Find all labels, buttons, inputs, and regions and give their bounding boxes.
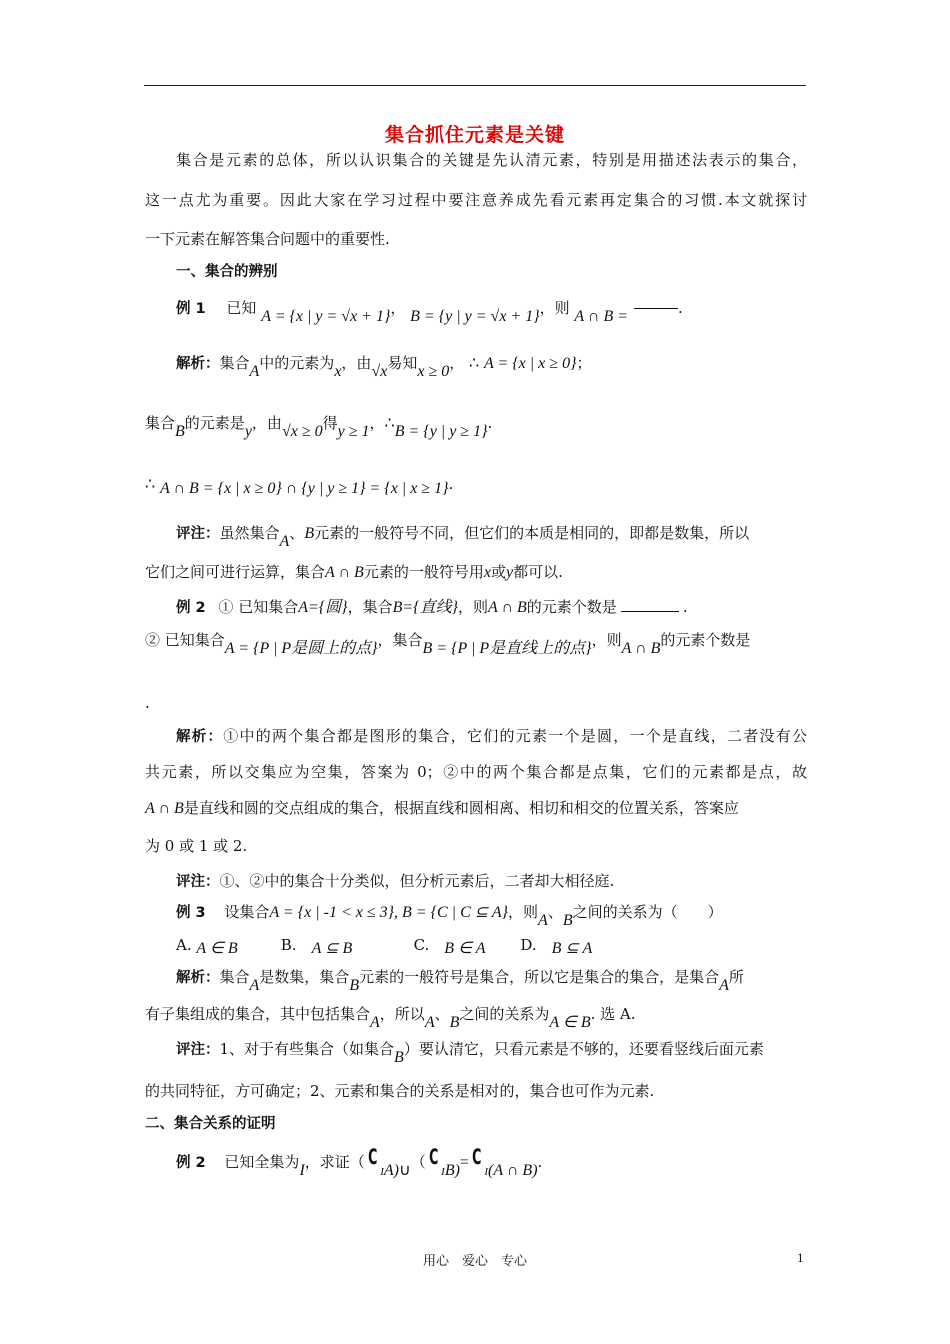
math: A ∈ B <box>196 940 238 957</box>
text: ， <box>449 354 465 372</box>
text: 易知 <box>387 354 418 372</box>
text: 1、对于有些集合（如集合 <box>219 1040 395 1058</box>
math: A <box>538 912 548 929</box>
math: A={圆} <box>298 599 348 616</box>
math: A <box>279 533 290 550</box>
text: ，则 <box>591 631 622 649</box>
text: 元素的一般符号用 <box>363 563 484 581</box>
analysis-label: 解析： <box>176 729 224 745</box>
math: y <box>244 423 252 440</box>
set-b: B = {y | y = √x + 1} <box>410 308 540 325</box>
math: = <box>459 1154 469 1171</box>
text: ，则 <box>539 299 570 317</box>
example-3-options <box>176 935 838 956</box>
math: A ∩ B <box>325 564 364 581</box>
text: ① 已知集合 <box>218 598 299 616</box>
math: A <box>249 977 260 994</box>
analysis-3-line-2 <box>145 1004 807 1031</box>
math: B <box>394 1049 404 1066</box>
text: ，由 <box>341 354 372 372</box>
intersection-expr: A ∩ B = <box>574 308 629 325</box>
therefore-symbol: ∴ <box>384 415 395 432</box>
example-label: 例 2 <box>176 600 206 616</box>
example-2-part-2 <box>145 630 807 657</box>
text: ，所以 <box>379 1005 425 1023</box>
text: （ <box>410 1153 426 1171</box>
text: 有子集组成的集合，其中包括集合 <box>145 1005 371 1023</box>
text: 设集合 <box>224 903 270 921</box>
text: ，则 <box>508 903 539 921</box>
math: I <box>484 1166 489 1178</box>
text: ）要认清它，只看元素是不够的，还要看竖线后面元素 <box>403 1040 764 1058</box>
text: 它们之间可进行运算，集合 <box>145 563 326 581</box>
text: ，求证（ <box>304 1153 365 1171</box>
text: ，则 <box>457 598 488 616</box>
answer-blank <box>634 308 678 309</box>
example-proof <box>176 1145 838 1179</box>
intro-line-2: 这一点尤为重要。因此大家在学习过程中要注意养成先看元素再定集合的习惯.本文就探讨 <box>145 191 807 209</box>
analysis-1-line-1 <box>176 353 838 380</box>
math: A ∩ B <box>145 800 184 817</box>
math: B ∈ A <box>444 940 486 957</box>
text: ， <box>390 299 406 317</box>
text: 是直线和圆的交点组成的集合，根据直线和圆相离、相切和相交的位置关系，答案应 <box>183 799 739 817</box>
math: B) <box>444 1162 460 1179</box>
math: A ∩ B = {x | x ≥ 0} ∩ {y | y ≥ 1} = {x | x ≥ 1} <box>159 480 449 497</box>
text: ，集合 <box>347 598 393 616</box>
math: A = {P | P是圆上的点} <box>224 640 378 657</box>
text: 之间的关系为 <box>459 1005 550 1023</box>
text: 虽然集合 <box>219 524 280 542</box>
text: 元素的一般符号是集合，所以它是集合的集合，是集合 <box>359 968 720 986</box>
math: B <box>175 423 185 440</box>
analysis-3-line-1 <box>176 967 838 994</box>
text: 已知 <box>226 299 257 317</box>
math: B <box>562 912 573 929</box>
analysis-2-line-1 <box>145 726 807 747</box>
text: ； <box>576 354 592 372</box>
text: 的元素个数是 <box>526 598 617 616</box>
text: 集合 <box>219 968 250 986</box>
text: 、 <box>289 524 305 542</box>
therefore-symbol: ∴ <box>145 476 156 493</box>
complement-symbol: C <box>472 1145 482 1169</box>
note-1-line-1 <box>176 523 838 550</box>
option-letter: C. <box>413 936 430 954</box>
note-3-line-2: 的共同特征，方可确定；2、元素和集合的关系是相对的，集合也可作为元素. <box>145 1082 655 1100</box>
math: A = {x | x ≥ 0} <box>484 355 577 372</box>
math: A <box>249 363 260 380</box>
text: . <box>682 598 688 616</box>
math: B <box>449 1014 460 1031</box>
note-label: 评注： <box>176 1042 220 1058</box>
text: 集合 <box>145 414 176 432</box>
option-letter: B. <box>280 936 297 954</box>
text: 或 <box>490 563 506 581</box>
math: A) <box>383 1162 399 1179</box>
math: A <box>424 1014 435 1031</box>
text: 集合 <box>219 354 250 372</box>
text: . <box>487 414 493 432</box>
math: B = {P | P是直线上的点} <box>422 640 592 657</box>
section-1-heading: 一、集合的辨别 <box>176 264 278 280</box>
complement-symbol: C <box>428 1145 439 1169</box>
example-label: 例 3 <box>176 905 206 921</box>
answer-blank <box>621 611 679 612</box>
note-1-line-2 <box>145 562 807 583</box>
example-3 <box>176 902 838 929</box>
page-title: 集合抓住元素是关键 <box>384 124 565 146</box>
math: x ≥ 0 <box>417 363 450 380</box>
math: B <box>304 525 315 542</box>
text: 是数集，集合 <box>259 968 350 986</box>
text: 之间的关系为（ ） <box>572 903 723 921</box>
example-label: 例 2 <box>176 1155 206 1171</box>
option-letter: A. <box>176 936 192 954</box>
math: A <box>370 1014 380 1031</box>
text: 都可以. <box>513 563 563 581</box>
example-1 <box>176 298 838 325</box>
set-a: A = {x | y = √x + 1} <box>261 308 391 325</box>
option-c[interactable] <box>414 935 516 956</box>
math: A ⊆ B <box>311 940 353 957</box>
text: 中的元素为 <box>259 354 335 372</box>
math: (A ∩ B) <box>488 1162 538 1179</box>
header-rule <box>144 85 806 86</box>
text: 得 <box>322 414 338 432</box>
page-number: 1 <box>797 1250 804 1265</box>
text: 的元素是 <box>184 414 245 432</box>
math: B = {y | y ≥ 1} <box>394 423 488 440</box>
note-3-line-1 <box>176 1039 838 1066</box>
math: y ≥ 1 <box>337 423 370 440</box>
math: B={直线} <box>392 599 458 616</box>
option-letter: D. <box>520 936 537 954</box>
therefore-symbol: ∴ <box>469 355 480 372</box>
text: ①、②中的集合十分类似，但分析元素后，二者却大相径庭. <box>219 872 615 890</box>
text: ①中的两个集合都是图形的集合，它们的元素一个是圆，一个是直线，二者没有公 <box>223 727 807 745</box>
note-label: 评注： <box>176 526 220 542</box>
math: A ∩ B <box>621 640 661 657</box>
analysis-label: 解析： <box>176 356 220 372</box>
text: . <box>537 1153 543 1171</box>
text: 、 <box>434 1005 450 1023</box>
math: I <box>380 1166 384 1178</box>
text: ， <box>369 414 385 432</box>
text: ② 已知集合 <box>145 631 225 649</box>
option-d[interactable] <box>520 935 620 956</box>
math: y <box>505 564 514 581</box>
text: 所 <box>728 968 744 986</box>
math: I <box>299 1162 305 1179</box>
math: A <box>719 977 729 994</box>
analysis-2-line-3 <box>145 798 807 819</box>
analysis-2-line-4: 为 0 或 1 或 2. <box>145 837 248 855</box>
text: . <box>678 299 683 317</box>
intro-line-3: 一下元素在解答集合问题中的重要性. <box>145 230 390 248</box>
note-2 <box>176 871 838 892</box>
math: B ⊆ A <box>551 940 593 957</box>
example-label: 例 1 <box>176 301 206 317</box>
note-label: 评注： <box>176 874 220 890</box>
math: √x <box>371 363 388 380</box>
text: 、 <box>547 903 563 921</box>
math: √x ≥ 0 <box>281 423 323 440</box>
math: x <box>483 564 491 581</box>
math: A = {x | -1 < x ≤ 3}, B = {C | C ⊆ A} <box>269 904 509 921</box>
text: 的元素个数是 <box>660 631 751 649</box>
complement-symbol: C <box>367 1145 378 1169</box>
math: ∪ <box>398 1162 411 1179</box>
text: 元素的一般符号不同，但它们的本质是相同的，即都是数集，所以 <box>314 524 750 542</box>
math: A ∩ B <box>487 599 527 616</box>
math: x <box>334 363 342 380</box>
text: ，集合 <box>377 631 423 649</box>
analysis-1-line-3 <box>145 474 807 495</box>
example-2-dot: . <box>145 694 150 712</box>
option-a[interactable] <box>176 935 276 956</box>
math: I <box>441 1166 445 1178</box>
analysis-label: 解析： <box>176 970 220 986</box>
example-2-part-1 <box>176 597 838 618</box>
intro-line-1: 集合是元素的总体，所以认识集合的关键是先认清元素，特别是用描述法表示的集合， <box>176 151 807 169</box>
math: B <box>349 977 360 994</box>
math: A ∈ B <box>549 1014 591 1031</box>
analysis-1-line-2 <box>145 413 807 440</box>
text: ，由 <box>251 414 282 432</box>
text: . 选 A. <box>590 1005 636 1023</box>
text: . <box>448 475 454 493</box>
option-b[interactable] <box>281 935 409 956</box>
analysis-2-line-2: 共元素，所以交集应为空集，答案为 0；②中的两个集合都是点集，它们的元素都是点，故 <box>145 763 807 781</box>
footer-text: 用心 爱心 专心 <box>422 1254 527 1269</box>
section-2-heading: 二、集合关系的证明 <box>145 1116 276 1132</box>
text: 已知全集为 <box>224 1153 300 1171</box>
